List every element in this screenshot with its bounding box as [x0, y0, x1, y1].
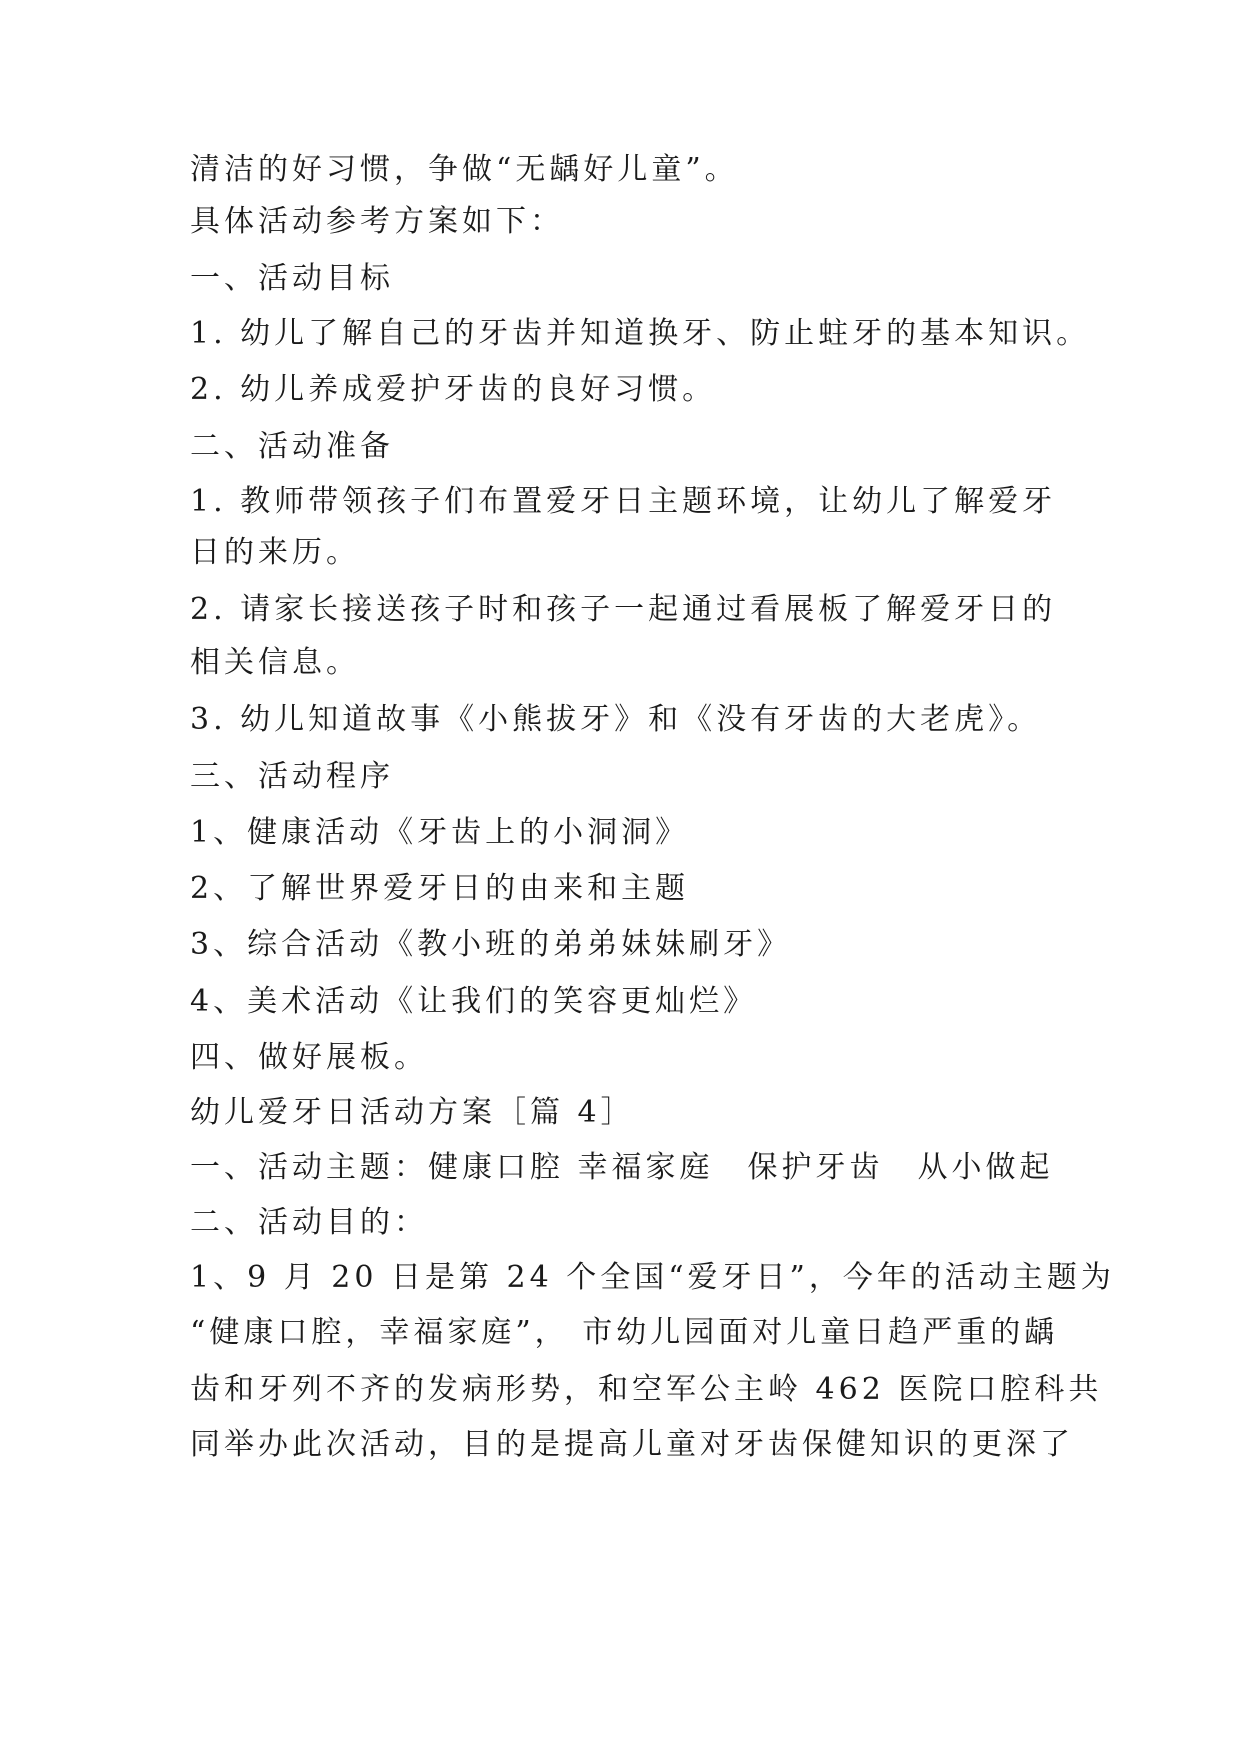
list-item: 4、美术活动《让我们的笑容更灿烂》	[190, 984, 758, 1019]
section-heading: 一、活动主题：健康口腔 幸福家庭 保护牙齿 从小做起	[190, 1150, 1054, 1185]
article-title: 幼儿爱牙日活动方案［篇 4］	[190, 1095, 635, 1130]
text-line: 清洁的好习惯，争做“无龋好儿童”。	[190, 152, 739, 187]
list-item: 1. 幼儿了解自己的牙齿并知道换牙、防止蛀牙的基本知识。	[190, 316, 1091, 351]
list-item: 3、综合活动《教小班的弟弟妹妹刷牙》	[190, 927, 792, 962]
list-item: 2. 请家长接送孩子时和孩子一起通过看展板了解爱牙日的	[190, 592, 1057, 627]
paragraph-line: 齿和牙列不齐的发病形势，和空军公主岭 462 医院口腔科共	[190, 1372, 1103, 1407]
section-heading: 二、活动准备	[190, 429, 394, 464]
paragraph-line: 1、9 月 20 日是第 24 个全国“爱牙日”，今年的活动主题为	[190, 1260, 1115, 1295]
section-heading: 四、做好展板。	[190, 1040, 428, 1075]
section-heading: 一、活动目标	[190, 261, 394, 296]
list-item: 2、了解世界爱牙日的由来和主题	[190, 871, 690, 906]
list-item-continuation: 日的来历。	[190, 535, 360, 570]
list-item: 2. 幼儿养成爱护牙齿的良好习惯。	[190, 372, 717, 407]
text-line: 具体活动参考方案如下：	[190, 204, 564, 239]
section-heading: 三、活动程序	[190, 759, 394, 794]
list-item: 3. 幼儿知道故事《小熊拔牙》和《没有牙齿的大老虎》。	[190, 702, 1042, 737]
paragraph-line: 同举办此次活动，目的是提高儿童对牙齿保健知识的更深了	[190, 1427, 1074, 1462]
list-item-continuation: 相关信息。	[190, 645, 360, 680]
section-heading: 二、活动目的：	[190, 1205, 428, 1240]
paragraph-line: “健康口腔，幸福家庭”， 市幼儿园面对儿童日趋严重的龋	[190, 1315, 1059, 1350]
list-item: 1. 教师带领孩子们布置爱牙日主题环境，让幼儿了解爱牙	[190, 484, 1057, 519]
list-item: 1、健康活动《牙齿上的小洞洞》	[190, 815, 690, 850]
